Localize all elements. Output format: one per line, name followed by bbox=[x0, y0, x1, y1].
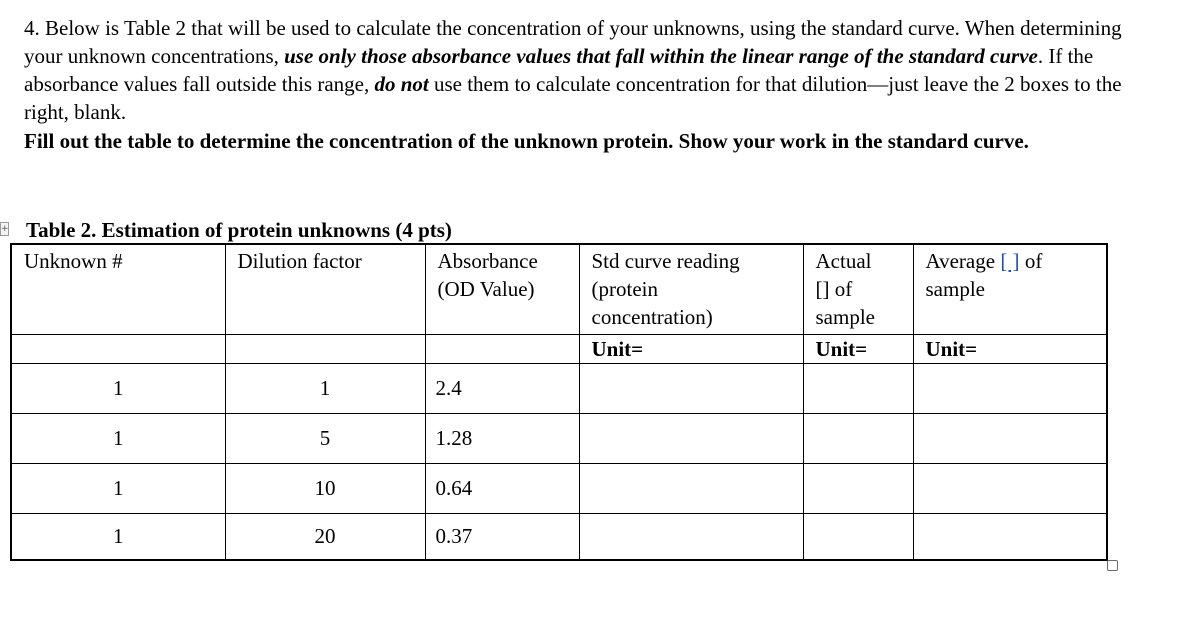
header-actual-line-1: Actual bbox=[815, 249, 872, 273]
header-unknown bbox=[11, 244, 225, 334]
instructions-text-1: 4. Below is Table 2 that will be used to calculate the concentration of your unknowns, using the standard curve. When determining your unknown concentrations, bbox=[24, 16, 1122, 68]
unit-cell-std-curve[interactable]: Unit= bbox=[579, 334, 803, 363]
cell-dilution[interactable]: 20 bbox=[225, 513, 425, 560]
header-average bbox=[913, 244, 1107, 334]
cell-std-curve[interactable] bbox=[579, 363, 803, 413]
table-row bbox=[11, 513, 1107, 560]
table-header-row bbox=[11, 244, 1107, 334]
table-caption: Table 2. Estimation of protein unknowns (4 pts) bbox=[26, 218, 452, 242]
header-absorbance bbox=[425, 244, 579, 334]
cell-actual[interactable] bbox=[803, 463, 913, 513]
protein-unknowns-table bbox=[10, 243, 1108, 561]
header-average-of: of bbox=[1019, 249, 1043, 273]
header-dilution-label: Dilution factor bbox=[237, 249, 362, 273]
cell-unknown[interactable]: 1 bbox=[11, 463, 225, 513]
table-resize-handle-icon[interactable] bbox=[1107, 560, 1118, 571]
table-unit-row bbox=[11, 334, 1107, 363]
instructions bbox=[24, 14, 1124, 156]
header-unknown-label: Unknown # bbox=[24, 249, 123, 273]
header-absorbance-line-2: (OD Value) bbox=[437, 277, 535, 301]
cell-average[interactable] bbox=[913, 463, 1107, 513]
cell-std-curve[interactable] bbox=[579, 413, 803, 463]
header-average-line-2: sample bbox=[925, 277, 985, 301]
header-std-line-1: Std curve reading bbox=[591, 249, 740, 273]
cell-dilution[interactable]: 5 bbox=[225, 413, 425, 463]
header-average-bracket[interactable]: [ ] bbox=[1000, 249, 1020, 273]
header-dilution bbox=[225, 244, 425, 334]
cell-dilution[interactable]: 1 bbox=[225, 363, 425, 413]
cell-unknown[interactable]: 1 bbox=[11, 363, 225, 413]
cell-absorbance[interactable]: 0.64 bbox=[425, 463, 579, 513]
header-average-line-1 bbox=[926, 247, 1107, 275]
table-row bbox=[11, 463, 1107, 513]
instructions-emphasis-do-not: do not bbox=[374, 72, 429, 96]
instructions-paragraph bbox=[24, 14, 1124, 126]
unit-cell-unknown[interactable] bbox=[11, 334, 225, 363]
cell-absorbance[interactable]: 1.28 bbox=[425, 413, 579, 463]
cell-absorbance[interactable]: 0.37 bbox=[425, 513, 579, 560]
cell-std-curve[interactable] bbox=[579, 513, 803, 560]
cell-dilution[interactable]: 10 bbox=[225, 463, 425, 513]
cell-actual[interactable] bbox=[803, 413, 913, 463]
unit-cell-average[interactable]: Unit= bbox=[913, 334, 1107, 363]
cell-std-curve[interactable] bbox=[579, 463, 803, 513]
instructions-text-3: use them to calculate concentration for that dilution—just leave the 2 boxes to the right, blank. bbox=[24, 72, 1122, 124]
cell-average[interactable] bbox=[913, 363, 1107, 413]
unit-cell-dilution[interactable] bbox=[225, 334, 425, 363]
header-actual-line-3: sample bbox=[815, 305, 875, 329]
instructions-bold-paragraph: Fill out the table to determine the concentration of the unknown protein. Show your work in the standard curve. bbox=[24, 129, 1029, 153]
cell-unknown[interactable]: 1 bbox=[11, 413, 225, 463]
header-std-line-3: concentration) bbox=[591, 305, 713, 329]
table-move-handle-icon[interactable]: + bbox=[1, 224, 9, 234]
cell-average[interactable] bbox=[913, 413, 1107, 463]
table-row bbox=[11, 363, 1107, 413]
table-row bbox=[11, 413, 1107, 463]
cell-absorbance[interactable]: 2.4 bbox=[425, 363, 579, 413]
header-average-word: Average bbox=[925, 249, 996, 273]
cell-unknown[interactable]: 1 bbox=[11, 513, 225, 560]
cell-average[interactable] bbox=[913, 513, 1107, 560]
header-actual-line-2: [] of bbox=[815, 277, 853, 301]
header-std-line-2: (protein bbox=[591, 277, 658, 301]
header-absorbance-line-1: Absorbance bbox=[437, 249, 538, 273]
unit-cell-actual[interactable]: Unit= bbox=[803, 334, 913, 363]
instructions-emphasis-linear-range: use only those absorbance values that fall within the linear range of the standard curve bbox=[284, 44, 1038, 68]
cell-actual[interactable] bbox=[803, 363, 913, 413]
cell-actual[interactable] bbox=[803, 513, 913, 560]
instructions-text-2: . If the absorbance values fall outside this range, bbox=[24, 44, 1094, 96]
header-std-curve bbox=[579, 244, 803, 334]
unit-cell-absorbance[interactable] bbox=[425, 334, 579, 363]
header-actual bbox=[803, 244, 913, 334]
